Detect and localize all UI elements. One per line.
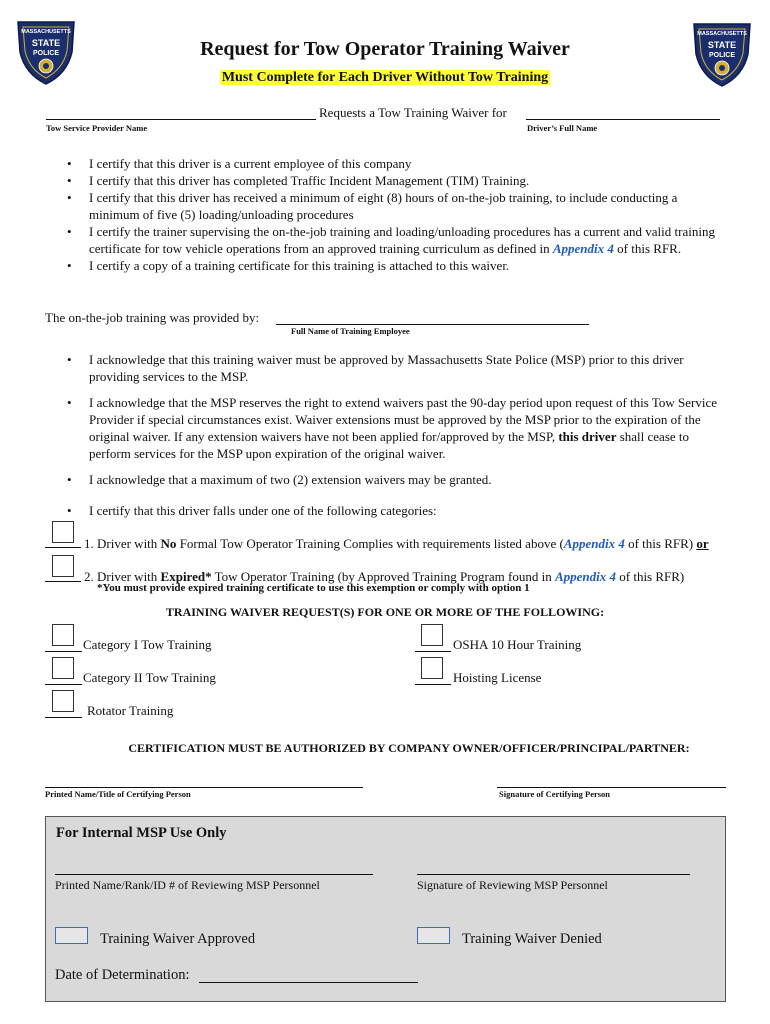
msp-printed-name-label: Printed Name/Rank/ID # of Reviewing MSP Personnel bbox=[55, 878, 320, 892]
option-2-underline bbox=[45, 581, 81, 582]
internal-msp-section bbox=[45, 816, 726, 1002]
osha-checkbox[interactable] bbox=[421, 624, 443, 646]
svg-text:POLICE: POLICE bbox=[708, 52, 736, 59]
svg-text:MASSACHUSETTS: MASSACHUSETTS bbox=[697, 31, 747, 37]
certification-list bbox=[45, 155, 725, 274]
date-of-determination-field[interactable] bbox=[199, 967, 418, 983]
tow-provider-name-field[interactable] bbox=[46, 104, 316, 120]
page-title: Request for Tow Operator Training Waiver bbox=[200, 38, 570, 60]
category-1-label: Category I Tow Training bbox=[83, 637, 212, 652]
appendix-4-link[interactable]: Appendix 4 bbox=[552, 241, 614, 256]
training-employee-name-field[interactable] bbox=[276, 309, 589, 325]
certification-item: • I certify that this driver is a current employee of this company bbox=[45, 155, 725, 172]
acknowledgement-item: • I certify that this driver falls under one of the following categories: bbox=[45, 502, 731, 519]
certification-item: • I certify a copy of a training certificate for this training is attached to this waiver. bbox=[45, 257, 725, 274]
page-subtitle: Must Complete for Each Driver Without Tow Training bbox=[221, 70, 549, 85]
certification-item: • I certify that this driver has received a minimum of eight (8) hours of on-the-job training, to include conducting a minimum of five (5) loading/unloading procedures bbox=[45, 189, 725, 223]
certification-item: • I certify the trainer supervising the on-the-job training and loading/unloading procedures has a current and valid training certificate for tow vehicle operations from an approved training curriculum as defined in Appendix 4 of this RFR. bbox=[45, 223, 725, 257]
certification-heading: CERTIFICATION MUST BE AUTHORIZED BY COMPANY OWNER/OFFICER/PRINCIPAL/PARTNER: bbox=[128, 741, 690, 755]
option-1-text: 1. Driver with No Formal Tow Operator Training Complies with requirements listed above (Appendix 4 of this RFR) or bbox=[84, 536, 709, 551]
category-1-checkbox[interactable] bbox=[52, 624, 74, 646]
certifying-printed-name-field[interactable] bbox=[45, 772, 363, 788]
driver-full-name-field[interactable] bbox=[526, 104, 720, 120]
rotator-label: Rotator Training bbox=[87, 703, 174, 718]
appendix-4-link[interactable]: Appendix 4 bbox=[563, 536, 625, 551]
acknowledgement-item: • I acknowledge that the MSP reserves the right to extend waivers past the 90-day period upon request of this Tow Service Provider if special circumstances exist. Waiver extensions must be approved by the MSP prior to the expiration of the original waiver. If any extension waivers have not been applied for/approved by the MSP, this driver shall cease to perform services for the MSP upon expiration of the original waiver. bbox=[45, 394, 731, 462]
date-of-determination-label: Date of Determination: bbox=[55, 967, 190, 983]
tow-provider-name-label: Tow Service Provider Name bbox=[46, 123, 148, 133]
certifying-signature-field[interactable] bbox=[497, 772, 726, 788]
waiver-denied-checkbox[interactable] bbox=[417, 927, 450, 944]
category-2-checkbox[interactable] bbox=[52, 657, 74, 679]
rotator-underline bbox=[45, 717, 82, 718]
osha-underline bbox=[415, 651, 451, 652]
driver-full-name-label: Driver’s Full Name bbox=[527, 123, 598, 133]
certification-item: • I certify that this driver has completed Traffic Incident Management (TIM) Training. bbox=[45, 172, 725, 189]
training-employee-name-label: Full Name of Training Employee bbox=[291, 326, 410, 336]
waiver-approved-checkbox[interactable] bbox=[55, 927, 88, 944]
msp-signature-label: Signature of Reviewing MSP Personnel bbox=[417, 878, 608, 892]
hoisting-license-label: Hoisting License bbox=[453, 670, 542, 685]
option-1-underline bbox=[45, 547, 81, 548]
acknowledgement-item: • I acknowledge that a maximum of two (2) extension waivers may be granted. bbox=[45, 471, 731, 488]
msp-signature-field[interactable] bbox=[417, 859, 690, 875]
subtitle-container bbox=[0, 68, 770, 86]
option-2-checkbox[interactable] bbox=[52, 555, 74, 577]
category-2-label: Category II Tow Training bbox=[83, 670, 216, 685]
svg-text:MASSACHUSETTS: MASSACHUSETTS bbox=[21, 29, 71, 35]
acknowledgement-item: • I acknowledge that this training waiver must be approved by Massachusetts State Police (MSP) prior to this driver providing services to the MSP. bbox=[45, 351, 731, 385]
expired-certificate-note: *You must provide expired training certificate to use this exemption or comply with option 1 bbox=[97, 582, 530, 594]
waiver-request-heading: TRAINING WAIVER REQUEST(S) FOR ONE OR MORE OF THE FOLLOWING: bbox=[165, 605, 605, 619]
category-1-underline bbox=[45, 651, 82, 652]
option-2-text: 2. Driver with Expired* Tow Operator Training (by Approved Training Program found in Appendix 4 of this RFR) bbox=[84, 569, 685, 584]
waiver-denied-label: Training Waiver Denied bbox=[462, 931, 602, 947]
svg-text:STATE: STATE bbox=[707, 40, 737, 50]
category-2-underline bbox=[45, 684, 82, 685]
hoisting-underline bbox=[415, 684, 451, 685]
request-line-text: Requests a Tow Training Waiver for bbox=[319, 105, 507, 120]
msp-section-title: For Internal MSP Use Only bbox=[56, 825, 227, 841]
option-1-checkbox[interactable] bbox=[52, 521, 74, 543]
rotator-checkbox[interactable] bbox=[52, 690, 74, 712]
svg-text:POLICE: POLICE bbox=[32, 50, 60, 57]
acknowledgement-list bbox=[45, 351, 731, 519]
osha-label: OSHA 10 Hour Training bbox=[453, 637, 582, 652]
hoisting-license-checkbox[interactable] bbox=[421, 657, 443, 679]
msp-printed-name-field[interactable] bbox=[55, 859, 373, 875]
appendix-4-link[interactable]: Appendix 4 bbox=[554, 569, 616, 584]
svg-text:STATE: STATE bbox=[31, 38, 61, 48]
certifying-printed-name-label: Printed Name/Title of Certifying Person bbox=[45, 789, 191, 799]
training-provider-text: The on-the-job training was provided by: bbox=[45, 310, 260, 325]
certifying-signature-label: Signature of Certifying Person bbox=[499, 789, 611, 799]
waiver-approved-label: Training Waiver Approved bbox=[100, 931, 256, 947]
